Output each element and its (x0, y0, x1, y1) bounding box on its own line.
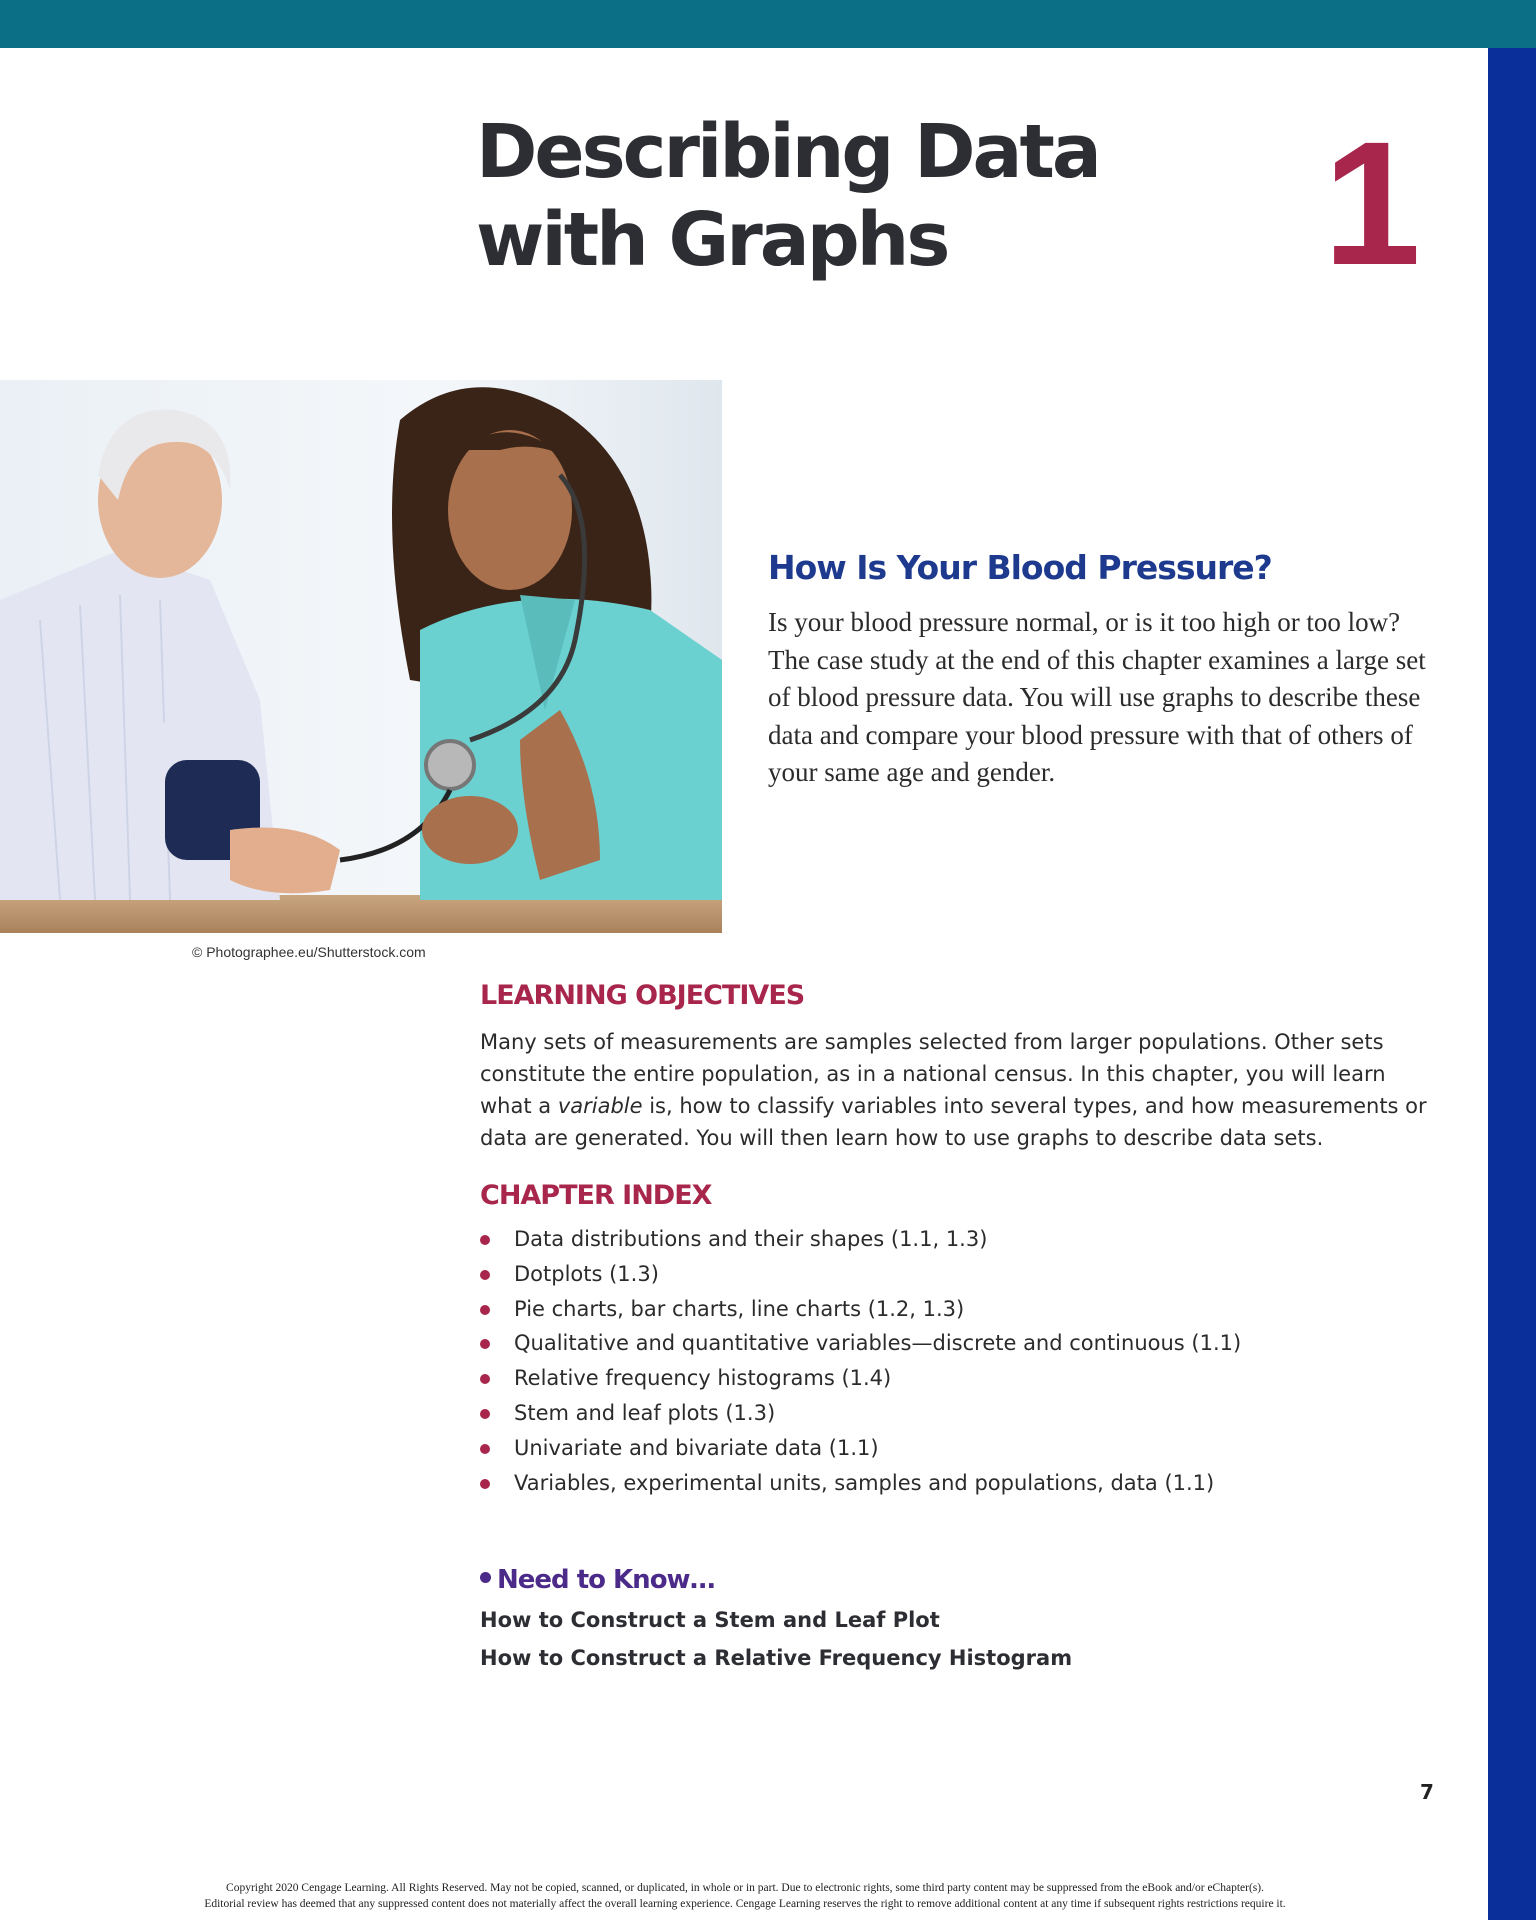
learning-objectives-text-1: Many sets of measurements are samples selected from larger populations. Other sets constitute the entire population, as in a national census. In this chapter, you will learn what a (480, 1030, 1386, 1118)
need-to-know-heading-label: Need to Know… (497, 1565, 715, 1595)
bullet-icon (480, 1270, 490, 1280)
case-study-body: Is your blood pressure normal, or is it too high or too low? The case study at the end of this chapter examines a large set of blood pressure data. You will use graphs to describe these data and compare your blood pressure with that of others of your same age and gender. (768, 607, 1426, 787)
chapter-index-list (480, 1222, 1440, 1500)
chapter-index-item (480, 1466, 1440, 1501)
chapter-index-heading: CHAPTER INDEX (480, 1180, 712, 1211)
learning-objectives-body (480, 1026, 1430, 1154)
bullet-icon (480, 1572, 491, 1583)
need-to-know-heading (480, 1565, 715, 1595)
chapter-title-line-2: with Graphs (476, 197, 948, 283)
learning-objectives-heading: LEARNING OBJECTIVES (480, 980, 805, 1011)
bullet-icon (480, 1444, 490, 1454)
chapter-index-item-label: Univariate and bivariate data (1.1) (514, 1435, 879, 1460)
copyright-line-1: Copyright 2020 Cengage Learning. All Rights Reserved. May not be copied, scanned, or duplicated, in whole or in part. Due to electronic rights, some third party content may be suppressed from the eBook and/or eChapter(s). (226, 1882, 1264, 1894)
chapter-index-item-label: Pie charts, bar charts, line charts (1.2, 1.3) (514, 1296, 965, 1321)
chapter-index-item-label: Data distributions and their shapes (1.1, 1.3) (514, 1227, 988, 1251)
learning-objectives-emphasis: variable (557, 1094, 643, 1118)
bullet-icon (480, 1409, 490, 1419)
chapter-index-item (480, 1292, 1440, 1327)
chapter-index-item (480, 1431, 1440, 1466)
chapter-index-item (480, 1222, 1440, 1257)
bullet-icon (480, 1339, 490, 1349)
photo-credit: © Photographee.eu/Shutterstock.com (192, 944, 426, 960)
chapter-title (476, 108, 1116, 284)
bullet-icon (480, 1235, 490, 1245)
chapter-index-item (480, 1257, 1440, 1292)
top-color-band (0, 0, 1536, 48)
chapter-index-item (480, 1396, 1440, 1431)
page-number: 7 (1420, 1780, 1434, 1804)
chapter-index-item-label: Variables, experimental units, samples and populations, data (1.1) (514, 1470, 1215, 1495)
case-study-title: How Is Your Blood Pressure? (768, 548, 1272, 587)
copyright-line-2: Editorial review has deemed that any suppressed content does not materially affect the overall learning experience. Cengage Learning reserves the right to remove additional content at any time if subsequent rights restrictions require it. (204, 1898, 1286, 1910)
bullet-icon (480, 1305, 490, 1315)
side-color-band (1488, 48, 1536, 1920)
bullet-icon (480, 1374, 490, 1384)
copyright-notice (60, 1880, 1430, 1912)
chapter-index-item-label: Relative frequency histograms (1.4) (514, 1366, 892, 1391)
need-to-know-item-histogram[interactable]: How to Construct a Relative Frequency Histogram (480, 1646, 1073, 1670)
chapter-index-item-label: Dotplots (1.3) (514, 1261, 659, 1286)
chapter-index-item (480, 1361, 1440, 1396)
learning-objectives-text-2: is, how to classify variables into several types, and how measurements or data are generated. You will then learn how to use graphs to describe data sets. (480, 1094, 1427, 1150)
blood-pressure-photo (0, 380, 722, 933)
chapter-title-line-1: Describing Data (476, 109, 1099, 195)
chapter-index-item-label: Stem and leaf plots (1.3) (514, 1400, 776, 1425)
chapter-index-item (480, 1326, 1440, 1361)
bullet-icon (480, 1479, 490, 1489)
chapter-index-item-label: Qualitative and quantitative variables—discrete and continuous (1.1) (514, 1331, 1242, 1356)
need-to-know-item-stem-leaf[interactable]: How to Construct a Stem and Leaf Plot (480, 1608, 940, 1632)
chapter-number: 1 (1323, 106, 1421, 302)
